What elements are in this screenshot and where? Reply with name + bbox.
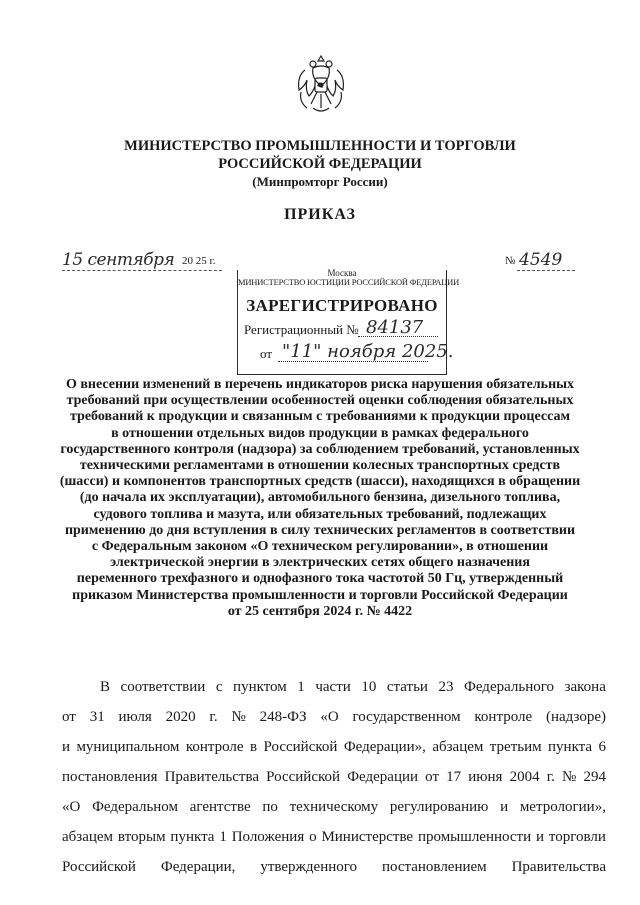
subject-line: применению до дня вступления в силу технических регламентов в соответствии: [64, 522, 576, 538]
stamp-registered-label: ЗАРЕГИСТРИРОВАНО: [246, 296, 438, 315]
stamp-reg-number-label: Регистрационный №: [244, 322, 359, 337]
stamp-reg-number-underline: [358, 336, 438, 337]
subject-line: с Федеральным законом «О техническом регулировании», в отношении: [91, 539, 549, 555]
subject-line: требований при осуществлении особенностей оценки соблюдения обязательных: [66, 393, 574, 409]
body-line: абзацем вторым пункта 1 Положения о Министерстве промышленности и торговли: [62, 829, 606, 845]
ministry-short-name: (Минпромторг России): [252, 174, 388, 189]
subject-line: (до начала их эксплуатации), автомобильного бензина, дизельного топлива,: [79, 490, 561, 506]
order-date-handwritten: 15 сентября: [62, 250, 175, 270]
body-line: и муниципальном контроле в Российской Федерации», абзацем третьим пункта 6: [62, 739, 606, 755]
subject-line: О внесении изменений в перечень индикаторов риска нарушения обязательных: [65, 377, 575, 392]
subject-line: в отношении отдельных видов продукции в рамках федерального: [111, 425, 529, 441]
number-underline: [517, 270, 575, 271]
order-date: [62, 250, 232, 274]
subject-line: электрической энергии в электрических сетях общего назначения: [110, 555, 530, 571]
subject-line: переменного трехфазного и однофазного тока частотой 50 Гц, утвержденный: [76, 571, 564, 587]
body-line: постановления Правительства Российской Федерации от 17 июня 2004 г. № 294: [62, 769, 606, 785]
stamp-reg-number-value: 84137: [366, 317, 424, 338]
subject-line: государственного контроля (надзора) за соблюдением требований, установленных: [60, 441, 580, 457]
order-date-year: 20 25 г.: [182, 255, 216, 267]
order-number-handwritten: 4549: [519, 250, 563, 270]
stamp-ministry: МИНИСТЕРСТВО ЮСТИЦИИ РОССИЙСКОЙ ФЕДЕРАЦИИ: [238, 277, 460, 287]
document-type-title: ПРИКАЗ: [284, 206, 356, 223]
stamp-date-label: от: [260, 346, 273, 361]
order-body-text: [62, 672, 606, 882]
subject-line: судового топлива и мазута, или обязательных требований, подлежащих: [93, 506, 547, 522]
body-line: Российской Федерации, утвержденного постановлением Правительства: [62, 859, 606, 875]
subject-line: от 25 сентября 2024 г. № 4422: [227, 603, 413, 619]
stamp-city: Москва: [327, 268, 357, 278]
subject-line: (шасси) и компонентов транспортных средств (шасси), находящихся в обращении: [59, 474, 581, 490]
stamp-date-underline: [278, 361, 428, 362]
order-number: [505, 250, 585, 274]
coat-of-arms-emblem: [293, 52, 349, 120]
subject-line: требований к продукции и связанным с требованиями к продукции процессам: [70, 409, 570, 425]
subject-line: техническими регламентами в отношении колесных транспортных средств: [79, 458, 561, 474]
registration-stamp: [237, 268, 460, 375]
date-underline: [62, 270, 222, 271]
ministry-name-line1: МИНИСТЕРСТВО ПРОМЫШЛЕННОСТИ И ТОРГОВЛИ: [124, 138, 516, 154]
subject-line: приказом Министерства промышленности и торговли Российской Федерации: [72, 587, 568, 603]
body-line: от 31 июля 2020 г. № 248-ФЗ «О государственном контроле (надзоре): [62, 709, 606, 725]
order-subject: [34, 377, 606, 620]
body-line: В соответствии с пунктом 1 части 10 статьи 23 Федерального закона: [100, 679, 606, 695]
body-line: «О Федеральном агентстве по техническому регулированию и метрологии»,: [62, 799, 606, 815]
stamp-date-value: "11" ноября 2025.: [282, 341, 454, 362]
ministry-name-line2: РОССИЙСКОЙ ФЕДЕРАЦИИ: [218, 156, 422, 172]
number-sign: №: [505, 255, 516, 267]
